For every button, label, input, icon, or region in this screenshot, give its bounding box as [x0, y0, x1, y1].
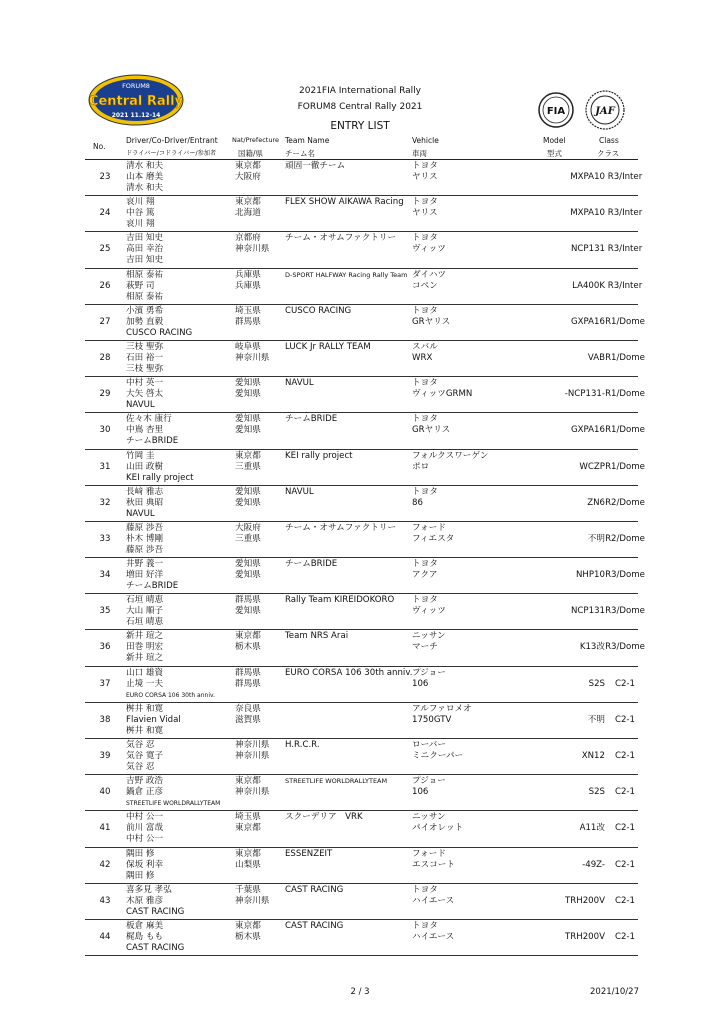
vehicle-model-name: 86	[412, 497, 423, 508]
vehicle-make: フォード	[412, 522, 446, 533]
class-name: C2-1	[614, 751, 636, 761]
team-name: チームBRIDE	[285, 414, 338, 425]
driver-name: 清水 和夫	[126, 161, 164, 171]
team-name: NAVUL	[285, 378, 314, 389]
driver-prefecture: 群馬県	[235, 595, 261, 606]
entrant-name: STREETLIFE WORLDRALLYTEAM	[126, 800, 221, 808]
driver-name: 三枝 聖弥	[126, 341, 164, 352]
team-name: 頑固一徹チーム	[285, 161, 346, 171]
codriver-prefecture: 三重県	[235, 461, 261, 472]
vehicle-model-name: パイオレット	[412, 823, 464, 834]
codriver-prefecture: 群馬県	[235, 678, 261, 689]
codriver-prefecture: 愛知県	[235, 497, 261, 508]
codriver-prefecture: 愛知県	[235, 425, 261, 436]
entrant-name: 清水 和夫	[126, 183, 164, 193]
team-name: CAST RACING	[285, 920, 344, 931]
vehicle-make: ローバー	[412, 740, 446, 750]
class-name: C2-1	[614, 931, 636, 942]
codriver-name: 前川 富哉	[126, 823, 164, 834]
model-code: -NCP131-	[564, 389, 605, 400]
driver-name: 桝井 和寛	[126, 703, 164, 714]
col-vehicle-en: Vehicle	[412, 136, 439, 145]
central-rally-logo	[88, 74, 184, 126]
model-code: 不明	[587, 714, 605, 725]
driver-name: 藤原 渉吾	[126, 522, 164, 533]
team-name: EURO CORSA 106 30th anniv.	[285, 667, 413, 678]
driver-name: 喜多見 孝弘	[126, 884, 172, 895]
entrant-name: 吉田 知史	[126, 255, 164, 266]
driver-name: 井野 義一	[126, 559, 164, 570]
driver-name: 哀川 翔	[126, 197, 155, 208]
table-row	[85, 848, 638, 884]
entry-number: 36	[99, 642, 111, 653]
entry-number: 38	[99, 714, 111, 725]
entry-number: 37	[99, 678, 111, 689]
driver-name: 竹岡 圭	[126, 450, 155, 461]
model-code: S2S	[588, 678, 605, 689]
vehicle-make: ニッサン	[412, 631, 446, 642]
table-row	[85, 630, 645, 666]
class-name: R2/Dome	[605, 533, 645, 544]
entrant-name: 中村 公一	[126, 834, 164, 845]
entrant-name: チームBRIDE	[126, 436, 179, 447]
driver-prefecture: 京都府	[235, 233, 261, 244]
vehicle-model-name: アクア	[412, 570, 438, 581]
document-date: 2021/10/27	[590, 987, 639, 997]
table-row	[85, 522, 645, 558]
entry-number: 31	[99, 461, 111, 472]
driver-name: 小濱 勇希	[126, 305, 164, 316]
codriver-name: 朴木 博剛	[126, 533, 164, 544]
col-nat-en: Nat/Prefecture	[232, 136, 279, 144]
codriver-name: 大矢 啓太	[126, 389, 164, 400]
model-code: LA400K	[572, 280, 605, 291]
model-code: 不明	[587, 533, 605, 544]
col-no: No.	[93, 142, 106, 151]
team-name: H.R.C.R.	[285, 740, 320, 750]
driver-name: 佐々木 康行	[126, 414, 172, 425]
driver-prefecture: 愛知県	[235, 559, 261, 570]
vehicle-make: トヨタ	[412, 486, 438, 497]
event-title: 2021FIA International Rally	[299, 86, 421, 96]
entry-number: 32	[99, 497, 111, 508]
table-row	[85, 196, 643, 232]
vehicle-make: プジョー	[412, 776, 446, 787]
vehicle-make: フォルクスワーゲン	[412, 450, 489, 461]
vehicle-model-name: ヤリス	[412, 172, 438, 182]
model-code: MXPA10	[570, 208, 605, 219]
table-row	[85, 160, 643, 196]
entrant-name: 哀川 翔	[126, 219, 155, 230]
model-code: XN12	[581, 751, 605, 761]
vehicle-model-name: ミニクーパー	[412, 751, 464, 761]
vehicle-model-name: GRヤリス	[412, 425, 451, 436]
model-code: TRH200V	[565, 895, 605, 906]
team-name: チームBRIDE	[285, 559, 338, 570]
page-number: 2 / 3	[350, 987, 370, 997]
col-team-en: Team Name	[285, 136, 330, 145]
class-name: R2/Dome	[605, 497, 645, 508]
vehicle-model-name: フィエスタ	[412, 533, 455, 544]
model-code: -49Z-	[582, 859, 605, 870]
codriver-prefecture: 山梨県	[235, 859, 261, 870]
entrant-name: EURO CORSA 106 30th anniv.	[126, 691, 215, 699]
jaf-seal-logo	[585, 90, 625, 130]
entrant-name: CUSCO RACING	[126, 327, 193, 338]
driver-prefecture: 東京都	[235, 631, 261, 642]
col-driver-en: Driver/Co-Driver/Entrant	[126, 136, 218, 145]
vehicle-make: トヨタ	[412, 161, 438, 171]
driver-prefecture: 愛知県	[235, 378, 261, 389]
model-code: S2S	[588, 787, 605, 798]
entry-number: 25	[99, 244, 111, 255]
class-name: R3/Dome	[605, 642, 645, 653]
codriver-name: 秋田 典昭	[126, 497, 164, 508]
vehicle-model-name: ヤリス	[412, 208, 438, 219]
col-model-jp: 型式	[547, 149, 562, 158]
driver-prefecture: 東京都	[235, 920, 261, 931]
entry-number: 29	[99, 389, 111, 400]
class-name: C2-1	[614, 859, 636, 870]
codriver-name: 萩野 司	[126, 280, 155, 291]
class-name: R3/Inter	[607, 208, 643, 219]
vehicle-make: トヨタ	[412, 414, 438, 425]
table-row	[85, 667, 638, 703]
vehicle-make: トヨタ	[412, 559, 438, 570]
driver-prefecture: 兵庫県	[235, 269, 261, 280]
vehicle-model-name: マーチ	[412, 642, 438, 653]
driver-prefecture: 埼玉県	[235, 305, 261, 316]
vehicle-model-name: ハイエース	[412, 895, 455, 906]
event-subtitle: FORUM8 Central Rally 2021	[297, 102, 423, 112]
col-nat-jp: 国籍/県	[238, 149, 264, 158]
vehicle-model-name: 106	[412, 678, 429, 689]
driver-name: 吉田 知史	[126, 233, 164, 244]
table-row	[85, 558, 645, 594]
codriver-name: 中谷 篤	[126, 208, 155, 219]
entry-number: 43	[99, 895, 111, 906]
model-code: GXPA16	[571, 316, 605, 327]
class-name: R3/Dome	[605, 606, 645, 617]
codriver-name: 加勢 直毅	[126, 316, 164, 327]
vehicle-model-name: ハイエース	[412, 931, 455, 942]
codriver-name: 山本 磨美	[126, 172, 164, 182]
driver-prefecture: 群馬県	[235, 667, 261, 678]
fia-logo	[538, 92, 574, 128]
vehicle-model-name: 106	[412, 787, 429, 798]
codriver-name: 田巻 明宏	[126, 642, 164, 653]
team-name: Rally Team KIREIDOKORO	[285, 595, 395, 606]
team-name: NAVUL	[285, 486, 314, 497]
team-name: スクーデリア VRK	[285, 812, 363, 823]
driver-prefecture: 東京都	[235, 848, 261, 859]
col-vehicle-jp: 車両	[412, 149, 427, 158]
codriver-prefecture: 大阪府	[235, 172, 261, 182]
vehicle-make: トヨタ	[412, 305, 438, 316]
model-code: A11改	[579, 823, 605, 834]
vehicle-make: フォード	[412, 848, 446, 859]
col-driver-jp: ドライバー/コドライバー/参加者	[126, 150, 217, 157]
codriver-name: 高田 幸治	[126, 244, 164, 255]
codriver-prefecture: 愛知県	[235, 389, 261, 400]
entrant-name: 相原 泰祐	[126, 291, 164, 302]
team-name: CUSCO RACING	[285, 305, 352, 316]
entrant-name: 新井 瑄之	[126, 653, 164, 664]
class-name: R1/Dome	[605, 425, 645, 436]
codriver-name: 止境 一夫	[126, 678, 164, 689]
entrant-name: チームBRIDE	[126, 581, 179, 592]
col-class-en: Class	[599, 136, 619, 145]
entrant-name: 隅田 修	[126, 870, 155, 881]
vehicle-model-name: ヴィッツ	[412, 244, 446, 255]
table-row	[85, 450, 645, 486]
entry-table	[85, 160, 645, 956]
team-name: チーム・オサムファクトリー	[285, 522, 397, 533]
vehicle-model-name: ヴィッツGRMN	[412, 389, 473, 400]
col-class-jp: クラス	[597, 149, 620, 158]
codriver-prefecture: 群馬県	[235, 316, 261, 327]
class-name: R3/Dome	[605, 570, 645, 581]
entry-list-heading: ENTRY LIST	[330, 120, 390, 132]
team-name: FLEX SHOW AIKAWA Racing	[285, 197, 404, 208]
model-code: NCP131	[570, 244, 605, 255]
vehicle-make: トヨタ	[412, 884, 438, 895]
logo-main-text: Central Rally	[88, 94, 184, 109]
model-code: TRH200V	[565, 931, 605, 942]
codriver-prefecture: 兵庫県	[235, 280, 261, 291]
class-name: C2-1	[614, 823, 636, 834]
driver-prefecture: 東京都	[235, 450, 261, 461]
vehicle-model-name: 1750GTV	[412, 714, 452, 725]
team-name: CAST RACING	[285, 884, 344, 895]
entry-number: 24	[99, 208, 111, 219]
driver-name: 気谷 忍	[126, 740, 155, 750]
vehicle-model-name: ポロ	[412, 461, 430, 472]
class-name: R3/Inter	[607, 172, 643, 182]
driver-prefecture: 千葉県	[235, 884, 261, 895]
entrant-name: CAST RACING	[126, 906, 185, 917]
driver-prefecture: 岐阜県	[235, 341, 261, 352]
codriver-prefecture: 神奈川県	[235, 895, 270, 906]
entry-number: 30	[99, 425, 111, 436]
table-header	[85, 135, 638, 160]
entrant-name: 桝井 和寛	[126, 725, 164, 736]
vehicle-make: アルファロメオ	[412, 703, 472, 714]
codriver-prefecture: 神奈川県	[235, 352, 270, 363]
table-row	[85, 269, 643, 305]
fia-logo-text: FIA	[546, 106, 566, 117]
entry-number: 27	[99, 316, 111, 327]
codriver-name: 気谷 寛子	[126, 751, 164, 761]
entrant-name: 気谷 忍	[126, 762, 155, 772]
entry-number: 33	[99, 533, 111, 544]
entry-number: 42	[99, 859, 111, 870]
entrant-name: 石垣 晴恵	[126, 617, 164, 628]
table-row	[85, 413, 645, 449]
driver-prefecture: 大阪府	[235, 522, 261, 533]
driver-name: 中村 公一	[126, 812, 164, 823]
codriver-name: 木原 雅彦	[126, 895, 164, 906]
vehicle-make: プジョー	[412, 667, 446, 678]
entrant-name: NAVUL	[126, 508, 155, 519]
team-name: KEI rally project	[285, 450, 353, 461]
entrant-name: 藤原 渉吾	[126, 544, 164, 555]
codriver-name: 梶島 もも	[126, 931, 164, 942]
vehicle-model-name: エスコート	[412, 859, 455, 870]
driver-name: 隅田 修	[126, 848, 155, 859]
logo-date-text: 2021 11.12-14	[111, 112, 161, 119]
model-code: ZN6	[587, 497, 605, 508]
codriver-name: 保坂 利幸	[126, 859, 164, 870]
codriver-prefecture: 栃木県	[235, 931, 261, 942]
codriver-name: 大山 順子	[126, 606, 164, 617]
driver-name: 石垣 晴恵	[126, 595, 164, 606]
entry-number: 26	[99, 280, 111, 291]
driver-prefecture: 東京都	[235, 197, 261, 208]
codriver-prefecture: 神奈川県	[235, 787, 270, 798]
table-row	[85, 703, 638, 739]
class-name: R1/Dome	[605, 389, 645, 400]
table-row	[85, 486, 645, 522]
model-code: WCZP	[579, 461, 605, 472]
codriver-name: 山田 政樹	[126, 461, 164, 472]
entry-number: 41	[99, 823, 111, 834]
vehicle-model-name: コペン	[412, 280, 438, 291]
col-team-jp: チーム名	[285, 149, 315, 158]
jaf-logo-text: JAF	[595, 106, 615, 117]
driver-prefecture: 東京都	[235, 776, 261, 787]
codriver-name: 増田 好洋	[126, 570, 164, 581]
table-row	[85, 775, 638, 811]
entrant-name: 三枝 聖弥	[126, 363, 164, 374]
driver-name: 中村 英一	[126, 378, 164, 389]
entry-number: 40	[99, 787, 111, 798]
vehicle-make: ダイハツ	[412, 269, 447, 280]
class-name: R1/Dome	[605, 461, 645, 472]
model-code: GXPA16	[571, 425, 605, 436]
codriver-prefecture: 栃木県	[235, 642, 261, 653]
codriver-prefecture: 滋賀県	[235, 714, 261, 725]
model-code: VAB	[587, 352, 605, 363]
codriver-prefecture: 神奈川県	[235, 244, 270, 255]
codriver-prefecture: 東京都	[235, 823, 261, 834]
driver-name: 板倉 麻美	[126, 920, 164, 931]
entrant-name: CAST RACING	[126, 942, 185, 953]
entry-number: 34	[99, 570, 111, 581]
vehicle-model-name: ヴィッツ	[412, 606, 446, 617]
table-row	[85, 739, 638, 775]
model-code: K13改	[579, 642, 605, 653]
vehicle-make: ニッサン	[412, 812, 446, 823]
driver-name: 長﨑 雅志	[126, 486, 164, 497]
table-row	[85, 305, 645, 341]
team-name: ESSENZEIT	[285, 848, 333, 859]
driver-name: 山口 雄資	[126, 667, 164, 678]
vehicle-make: トヨタ	[412, 920, 438, 931]
team-name: LUCK Jr RALLY TEAM	[285, 341, 371, 352]
table-row	[85, 920, 638, 956]
class-name: C2-1	[614, 787, 636, 798]
codriver-name: 石田 裕一	[126, 352, 164, 363]
logo-top-text: FORUM8	[122, 82, 150, 90]
codriver-name: Flavien Vidal	[126, 714, 181, 725]
vehicle-make: スバル	[412, 341, 438, 352]
codriver-prefecture: 愛知県	[235, 570, 261, 581]
driver-prefecture: 愛知県	[235, 414, 261, 425]
class-name: R1/Dome	[605, 316, 645, 327]
table-row	[85, 232, 643, 268]
vehicle-make: トヨタ	[412, 378, 438, 389]
model-code: NCP131	[570, 606, 605, 617]
model-code: NHP10	[575, 570, 605, 581]
class-name: R3/Inter	[607, 244, 643, 255]
entrant-name: KEI rally project	[126, 472, 194, 483]
codriver-prefecture: 三重県	[235, 533, 261, 544]
codriver-name: 鍋倉 正彦	[126, 787, 164, 798]
vehicle-model-name: WRX	[412, 352, 433, 363]
codriver-prefecture: 愛知県	[235, 606, 261, 617]
codriver-prefecture: 神奈川県	[235, 751, 270, 761]
driver-prefecture: 東京都	[235, 161, 261, 171]
class-name: C2-1	[614, 714, 636, 725]
entry-number: 35	[99, 606, 111, 617]
vehicle-model-name: GRヤリス	[412, 316, 451, 327]
entry-number: 23	[99, 172, 111, 182]
table-row	[85, 594, 645, 630]
team-name: Team NRS Arai	[285, 631, 349, 642]
team-name: D-SPORT HALFWAY Racing Rally Team	[285, 270, 408, 279]
model-code: MXPA10	[570, 172, 605, 182]
driver-prefecture: 埼玉県	[235, 812, 261, 823]
class-name: R1/Dome	[605, 352, 645, 363]
entry-number: 44	[99, 931, 111, 942]
driver-prefecture: 神奈川県	[235, 740, 270, 750]
driver-prefecture: 奈良県	[235, 703, 261, 714]
table-row	[85, 811, 638, 847]
vehicle-make: トヨタ	[412, 595, 438, 606]
entrant-name: NAVUL	[126, 400, 155, 411]
team-name: STREETLIFE WORLDRALLYTEAM	[285, 777, 388, 786]
table-row	[85, 884, 638, 920]
team-name: チーム・オサムファクトリー	[285, 233, 397, 244]
table-row	[85, 377, 645, 413]
class-name: R3/Inter	[607, 280, 643, 291]
col-model-en: Model	[543, 136, 566, 145]
driver-prefecture: 愛知県	[235, 486, 261, 497]
codriver-name: 中嶌 杏里	[126, 425, 164, 436]
class-name: C2-1	[614, 895, 636, 906]
driver-name: 相原 泰祐	[126, 269, 164, 280]
entry-number: 39	[99, 751, 111, 761]
driver-name: 吉野 政浩	[126, 776, 164, 787]
codriver-prefecture: 北海道	[235, 208, 261, 219]
entry-number: 28	[99, 352, 111, 363]
vehicle-make: トヨタ	[412, 197, 438, 208]
driver-name: 新井 瑄之	[126, 631, 164, 642]
vehicle-make: トヨタ	[412, 233, 438, 244]
table-row	[85, 341, 645, 377]
class-name: C2-1	[614, 678, 636, 689]
